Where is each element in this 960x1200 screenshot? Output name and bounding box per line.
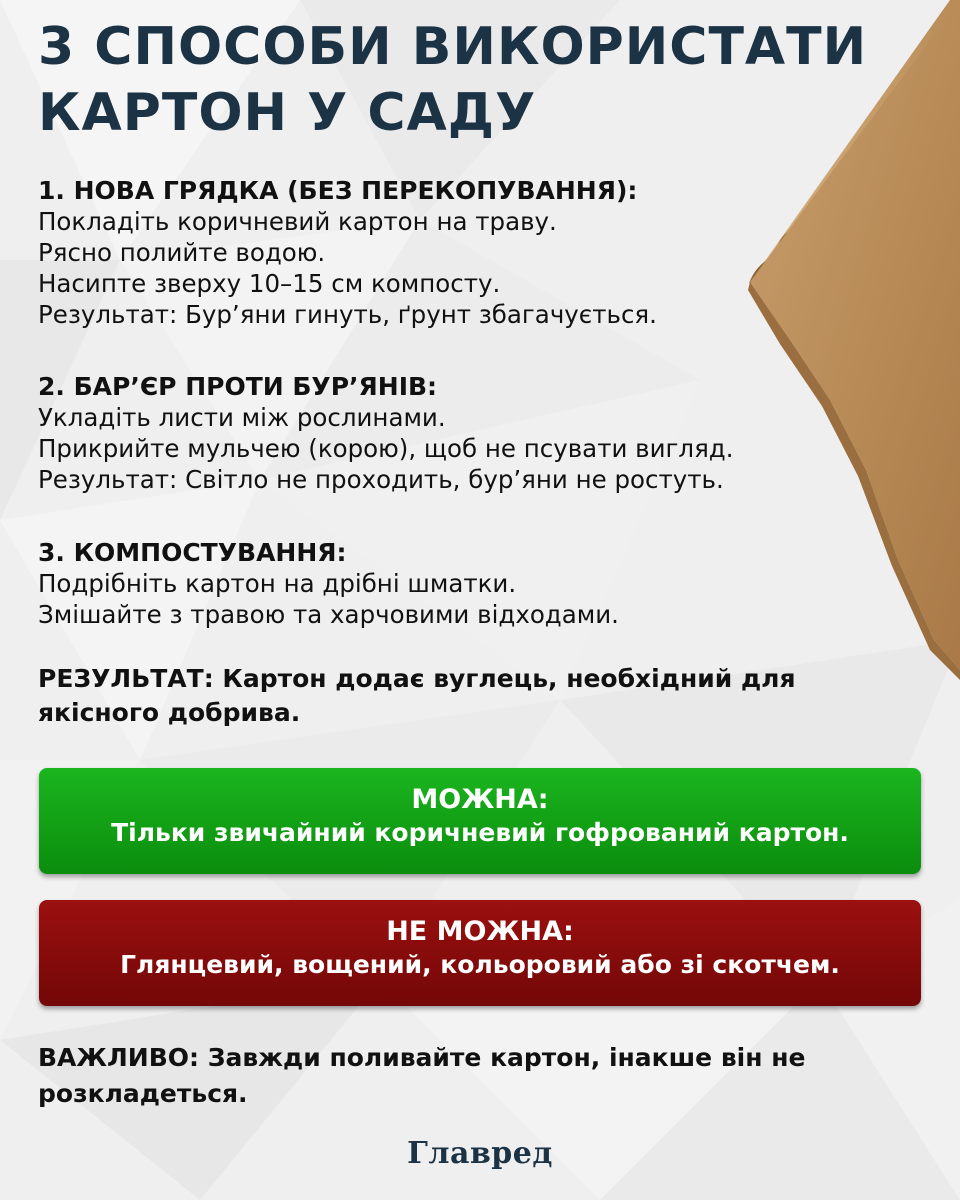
- result-label: РЕЗУЛЬТАТ:: [38, 664, 214, 693]
- section-heading: 2. БАР’ЄР ПРОТИ БУР’ЯНІВ:: [38, 372, 438, 401]
- result-note: [38, 662, 858, 730]
- section-line: Змішайте з травою та харчовими відходами.: [38, 600, 619, 629]
- important-text: Завжди поливайте картон, інакше він не розкладеться.: [38, 1043, 806, 1108]
- section-line: Подрібніть картон на дрібні шматки.: [38, 569, 517, 598]
- section-new-bed: [38, 176, 858, 330]
- allowed-text: Тільки звичайний коричневий гофрований картон.: [111, 818, 849, 847]
- title-line-2: КАРТОН У САДУ: [38, 83, 537, 143]
- section-heading: 1. НОВА ГРЯДКА (БЕЗ ПЕРЕКОПУВАННЯ):: [38, 176, 638, 205]
- section-line: Прикрийте мульчею (корою), щоб не псувати вигляд.: [38, 434, 734, 463]
- section-line: Покладіть коричневий картон на траву.: [38, 207, 557, 236]
- allowed-heading: МОЖНА:: [411, 784, 549, 815]
- page-title: [38, 14, 898, 146]
- forbidden-box: [39, 900, 921, 1006]
- allowed-box: [39, 768, 921, 874]
- section-line: Результат: Світло не проходить, бур’яни не ростуть.: [38, 465, 724, 494]
- section-line: Рясно полийте водою.: [38, 238, 326, 267]
- result-text: Картон додає вуглець, необхідний для якісного добрива.: [38, 664, 796, 727]
- brand-logo: Главред: [407, 1136, 553, 1171]
- section-line: Укладіть листи між рослинами.: [38, 403, 446, 432]
- forbidden-text: Глянцевий, вощений, кольоровий або зі скотчем.: [120, 950, 840, 979]
- section-line: Результат: Бур’яни гинуть, ґрунт збагачується.: [38, 300, 657, 329]
- title-line-1: 3 СПОСОБИ ВИКОРИСТАТИ: [38, 17, 868, 77]
- section-composting: [38, 538, 858, 630]
- important-note: [38, 1040, 838, 1112]
- forbidden-heading: НЕ МОЖНА:: [386, 916, 574, 947]
- section-heading: 3. КОМПОСТУВАННЯ:: [38, 538, 347, 567]
- important-label: ВАЖЛИВО:: [38, 1043, 199, 1072]
- section-weed-barrier: [38, 372, 858, 495]
- section-line: Насипте зверху 10–15 см компосту.: [38, 269, 501, 298]
